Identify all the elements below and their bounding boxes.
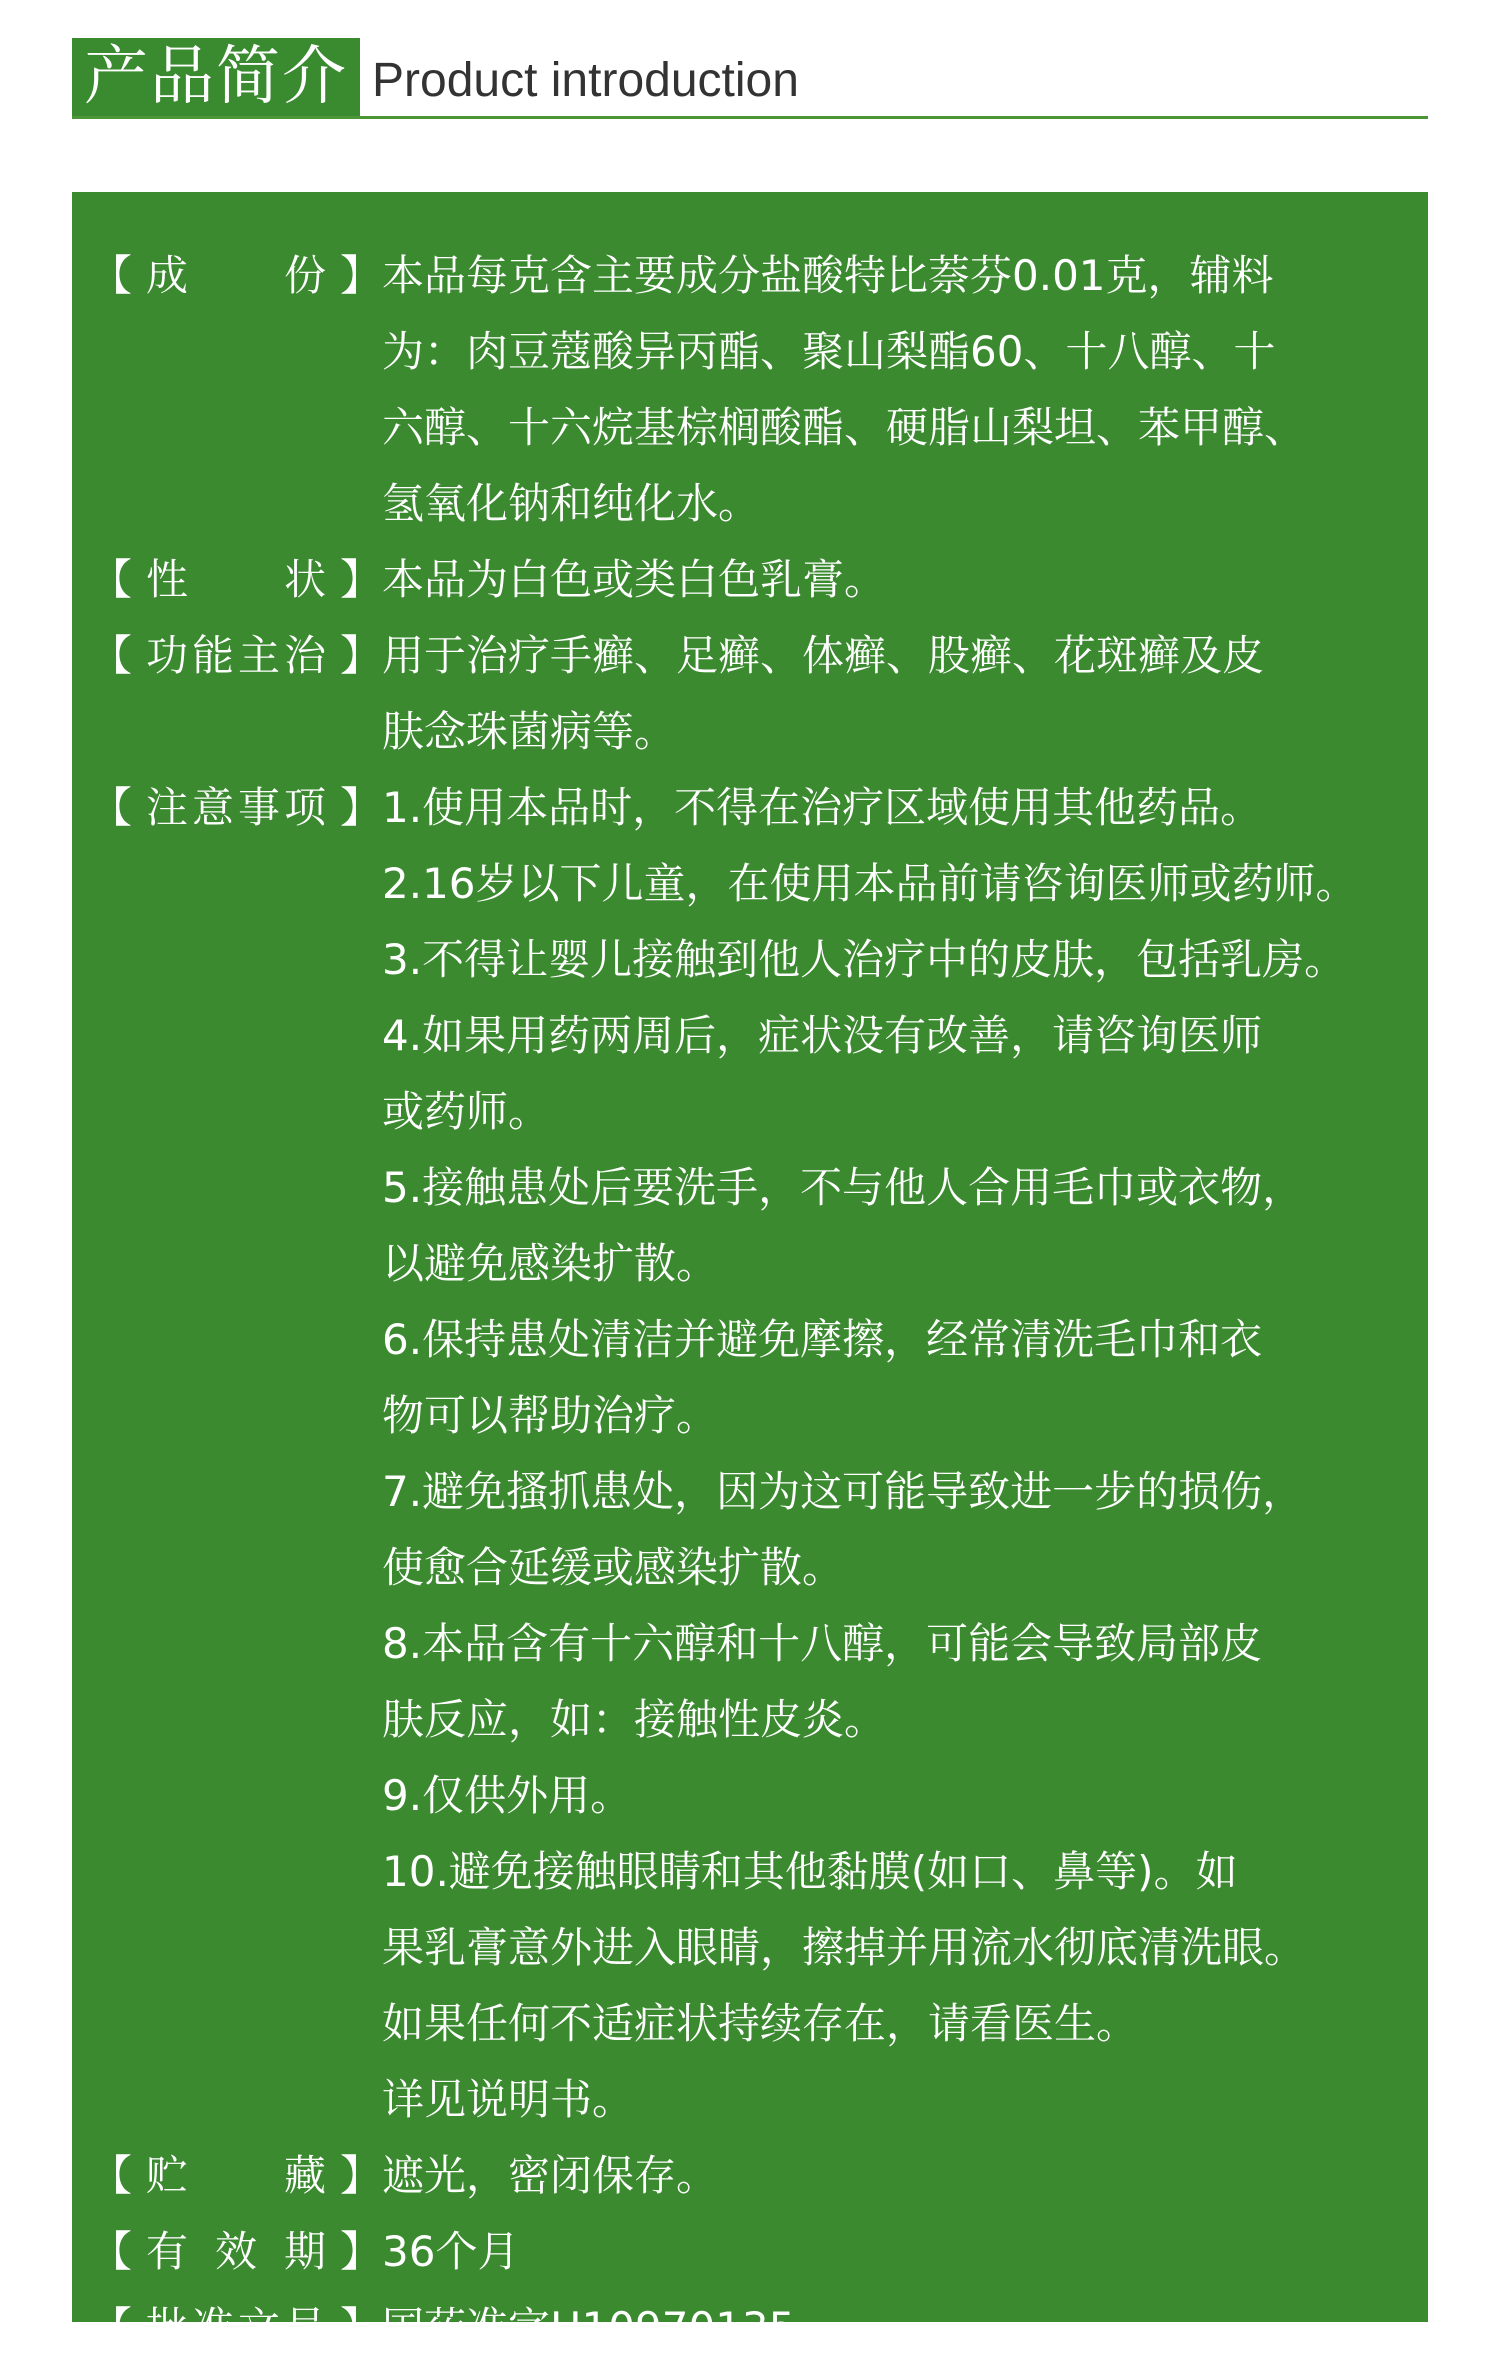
text-line: 果乳膏意外进入眼睛，擦掉并用流水彻底清洗眼。 xyxy=(382,1923,1307,1972)
text-line: 以避免感染扩散。 xyxy=(382,1239,719,1288)
label-char: 有 xyxy=(146,2227,189,2276)
label-char: 项 xyxy=(283,783,326,832)
label-char: 藏 xyxy=(283,2151,326,2200)
info-row-text xyxy=(382,618,1410,770)
text-line: 肤反应，如：接触性皮炎。 xyxy=(382,1695,887,1744)
bracket-close: 】 xyxy=(339,631,382,680)
info-row xyxy=(90,238,1410,542)
header-title-cn: 产品简介 xyxy=(72,38,360,116)
label-char: 主 xyxy=(237,631,280,680)
label-char: 能 xyxy=(192,631,235,680)
bracket-open: 【 xyxy=(90,783,133,832)
bracket-close: 】 xyxy=(339,555,382,604)
text-line: 5.接触患处后要洗手，不与他人合用毛巾或衣物， xyxy=(382,1163,1305,1212)
info-row xyxy=(90,2214,1410,2290)
text-line: 8.本品含有十六醇和十八醇，可能会导致局部皮 xyxy=(382,1619,1263,1668)
label-char: 事 xyxy=(237,783,280,832)
info-row-label xyxy=(90,2290,382,2366)
label-char: 意 xyxy=(192,783,235,832)
text-line: 本品每克含主要成分盐酸特比萘芬0.01克，辅料 xyxy=(382,251,1274,300)
text-line: 6.保持患处清洁并避免摩擦，经常清洗毛巾和衣 xyxy=(382,1315,1263,1364)
bracket-open: 【 xyxy=(90,555,133,604)
info-row-text xyxy=(382,2138,1410,2214)
info-row-label xyxy=(90,238,382,542)
info-row-label xyxy=(90,770,382,2138)
section-header xyxy=(72,38,1428,119)
info-row-text xyxy=(382,238,1410,542)
bracket-open: 【 xyxy=(90,2303,133,2352)
info-row-label xyxy=(90,542,382,618)
label-char: 期 xyxy=(283,2227,326,2276)
label-char: 功 xyxy=(146,631,189,680)
text-line: 详见说明书。 xyxy=(382,2075,635,2124)
text-line: 9.仅供外用。 xyxy=(382,1771,633,1820)
text-line: 10.避免接触眼睛和其他黏膜(如口、鼻等)。如 xyxy=(382,1847,1238,1896)
product-info-list xyxy=(90,238,1410,2366)
info-row-label xyxy=(90,2138,382,2214)
info-row xyxy=(90,770,1410,2138)
info-row-label xyxy=(90,618,382,770)
text-line: 7.避免搔抓患处，因为这可能导致进一步的损伤， xyxy=(382,1467,1305,1516)
text-line: 本品为白色或类白色乳膏。 xyxy=(382,555,887,604)
bracket-open: 【 xyxy=(90,631,133,680)
text-line: 或药师。 xyxy=(382,1087,551,1136)
info-row-text xyxy=(382,542,1410,618)
text-line: 36个月 xyxy=(382,2227,520,2276)
bracket-close: 】 xyxy=(339,251,382,300)
text-line: 1.使用本品时，不得在治疗区域使用其他药品。 xyxy=(382,783,1263,832)
product-info-panel xyxy=(72,192,1428,2352)
label-char: 份 xyxy=(283,251,326,300)
bracket-open: 【 xyxy=(90,2151,133,2200)
text-line: 氢氧化钠和纯化水。 xyxy=(382,479,761,528)
info-row-text xyxy=(382,2214,1410,2290)
bracket-open: 【 xyxy=(90,251,133,300)
label-char: 批 xyxy=(146,2303,189,2352)
bracket-close: 】 xyxy=(339,2303,382,2352)
text-line: 肤念珠菌病等。 xyxy=(382,707,677,756)
text-line: 国药准字H10970135 xyxy=(382,2303,796,2352)
bracket-open: 【 xyxy=(90,2227,133,2276)
label-char: 治 xyxy=(283,631,326,680)
text-line: 2.16岁以下儿童，在使用本品前请咨询医师或药师。 xyxy=(382,859,1358,908)
text-line: 如果任何不适症状持续存在，请看医生。 xyxy=(382,1999,1139,2048)
text-line: 4.如果用药两周后，症状没有改善，请咨询医师 xyxy=(382,1011,1263,1060)
bracket-close: 】 xyxy=(339,2151,382,2200)
text-line: 六醇、十六烷基棕榈酸酯、硬脂山梨坦、苯甲醇、 xyxy=(382,403,1307,452)
header-title-en: Product introduction xyxy=(372,54,799,107)
info-row xyxy=(90,2138,1410,2214)
label-char: 性 xyxy=(146,555,189,604)
label-char: 准 xyxy=(192,2303,235,2352)
label-char: 成 xyxy=(146,251,189,300)
text-line: 为：肉豆蔻酸异丙酯、聚山梨酯60、十八醇、十 xyxy=(382,327,1276,376)
text-line: 遮光，密闭保存。 xyxy=(382,2151,719,2200)
label-char: 状 xyxy=(283,555,326,604)
label-char: 贮 xyxy=(146,2151,189,2200)
info-row-text xyxy=(382,2290,1410,2366)
text-line: 用于治疗手癣、足癣、体癣、股癣、花斑癣及皮 xyxy=(382,631,1265,680)
info-row xyxy=(90,618,1410,770)
text-line: 使愈合延缓或感染扩散。 xyxy=(382,1543,845,1592)
bracket-close: 】 xyxy=(339,783,382,832)
info-row-text xyxy=(382,770,1410,2138)
label-char: 文 xyxy=(237,2303,280,2352)
bracket-close: 】 xyxy=(339,2227,382,2276)
label-char: 号 xyxy=(283,2303,326,2352)
info-row xyxy=(90,542,1410,618)
label-char: 效 xyxy=(214,2227,257,2276)
info-row-label xyxy=(90,2214,382,2290)
text-line: 3.不得让婴儿接触到他人治疗中的皮肤，包括乳房。 xyxy=(382,935,1347,984)
label-char: 注 xyxy=(146,783,189,832)
info-row xyxy=(90,2290,1410,2366)
text-line: 物可以帮助治疗。 xyxy=(382,1391,719,1440)
